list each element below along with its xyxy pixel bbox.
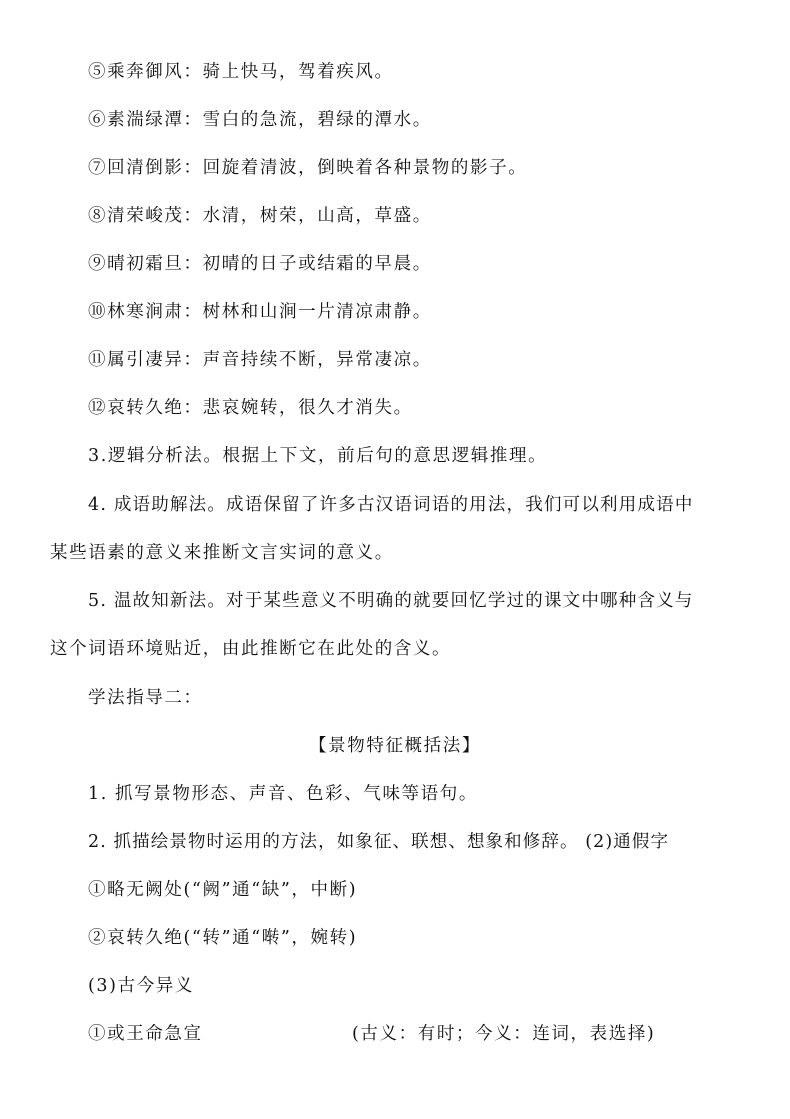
method-4-line-2: 某些语素的意义来推断文言实词的意义。 [50,543,394,563]
vocab-item-11: ⑪属引凄异：声音持续不断，异常凄凉。 [88,350,432,370]
gujin-item-word: ①或王命急宣 [88,1024,203,1044]
scenery-method-heading: 【景物特征概括法】 [309,736,481,756]
vocab-item-9: ⑨晴初霜旦：初晴的日子或结霜的早晨。 [88,254,432,274]
method-3-paragraph: 3.逻辑分析法。根据上下文，前后句的意思逻辑推理。 [88,446,548,466]
gujin-heading: (3)古今异义 [88,976,194,996]
vocab-item-7: ⑦回清倒影：回旋着清波，倒映着各种景物的影子。 [88,158,528,178]
guide-2-heading: 学法指导二： [88,688,203,708]
tongjia-item-1: ①略无阙处(“阙”通“缺”，中断) [88,880,358,900]
scenery-point-1: 1. 抓写景物形态、声音、色彩、气味等语句。 [88,784,478,804]
scenery-point-2: 2. 抓描绘景物时运用的方法，如象征、联想、想象和修辞。 (2)通假字 [88,832,670,852]
vocab-item-10: ⑩林寒涧肃：树林和山涧一片清凉肃静。 [88,302,432,322]
vocab-item-12: ⑫哀转久绝：悲哀婉转，很久才消失。 [88,398,413,418]
vocab-item-8: ⑧清荣峻茂：水清，树荣，山高，草盛。 [88,206,432,226]
vocab-item-5: ⑤乘奔御风：骑上快马，驾着疾风。 [88,62,394,82]
tongjia-item-2: ②哀转久绝(“转”通“啭”，婉转) [88,928,358,948]
vocab-item-6: ⑥素湍绿潭：雪白的急流，碧绿的潭水。 [88,110,432,130]
method-5-line-2: 这个词语环境贴近，由此推断它在此处的含义。 [50,639,452,659]
method-4-line-1: 4. 成语助解法。成语保留了许多古汉语词语的用法，我们可以利用成语中 [88,495,694,515]
method-5-line-1: 5. 温故知新法。对于某些意义不明确的就要回忆学过的课文中哪种含义与 [88,591,694,611]
gujin-item-meaning: (古义：有时；今义：连词，表选择) [352,1024,656,1044]
